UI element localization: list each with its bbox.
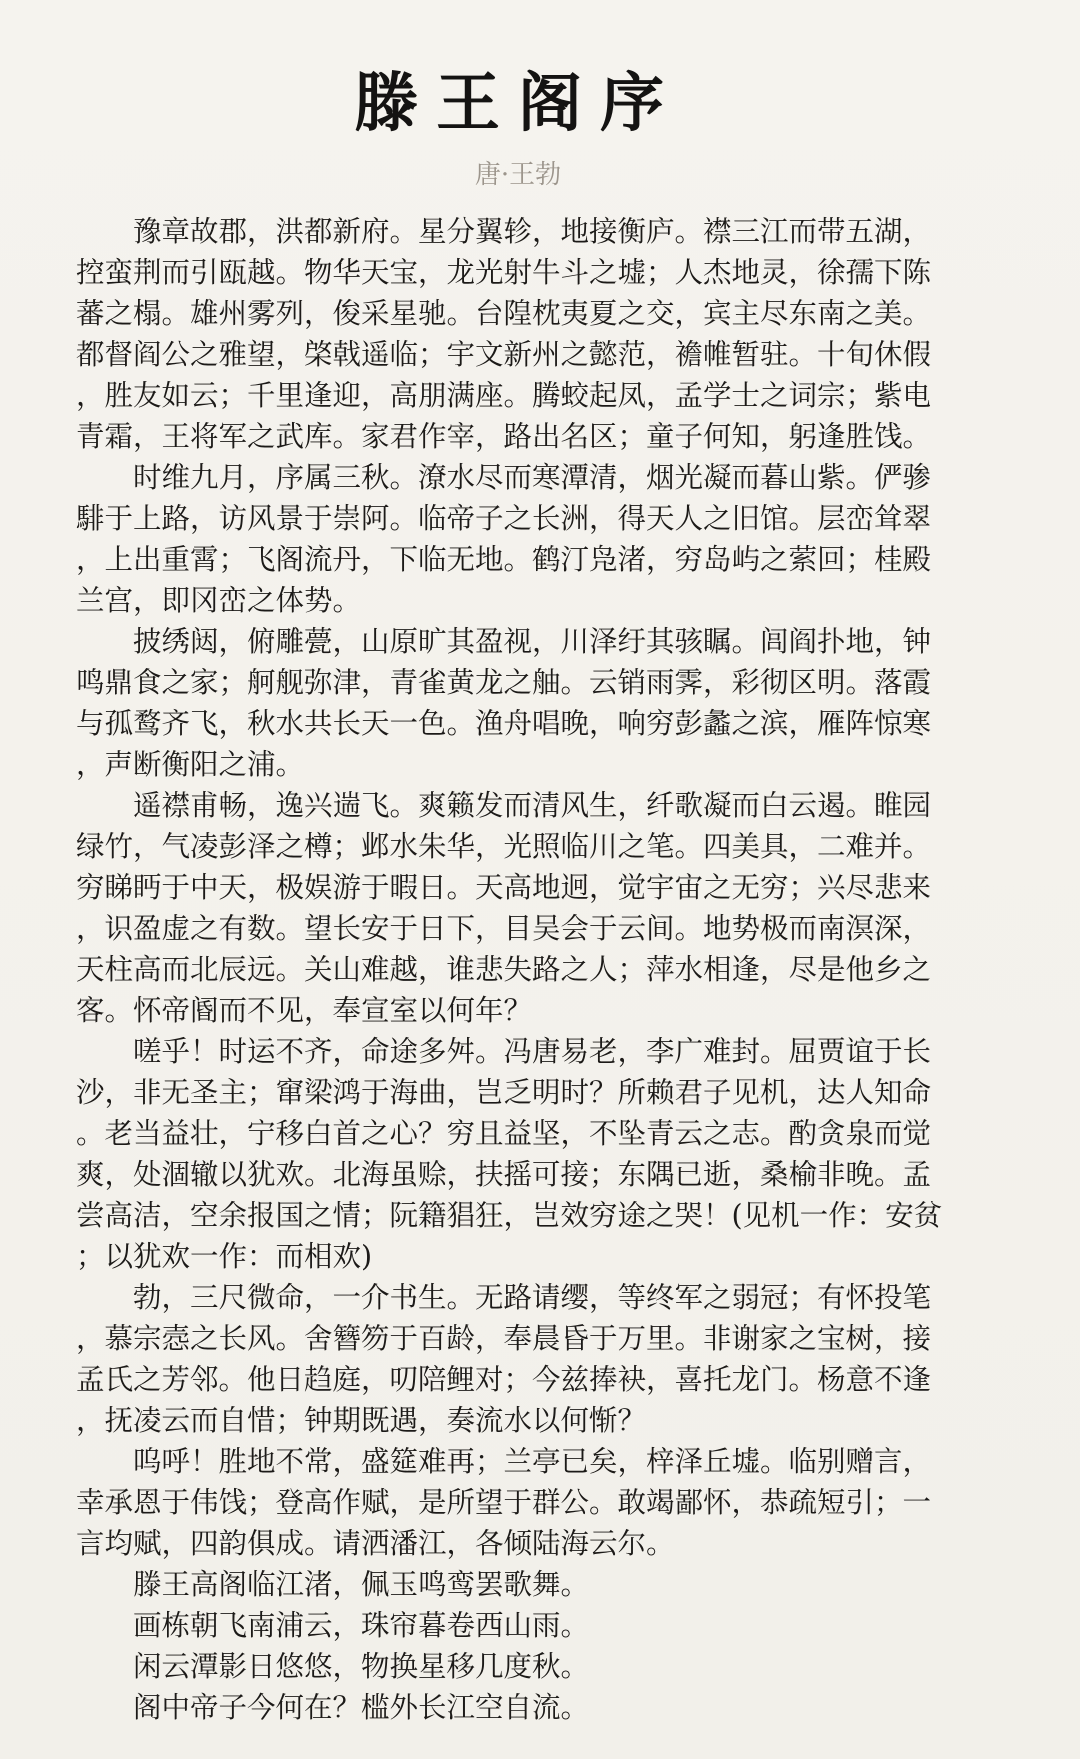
text-line: 豫章故郡，洪都新府。星分翼轸，地接衡庐。襟三江而带五湖， xyxy=(133,215,932,248)
page-title: 滕王阁序 xyxy=(354,66,682,141)
text-line: 都督阎公之雅望，棨戟遥临；宇文新州之懿范，襜帷暂驻。十旬休假 xyxy=(76,338,932,371)
text-line: 天柱高而北辰远。关山难越，谁悲失路之人；萍水相逢，尽是他乡之 xyxy=(76,953,932,986)
text-line: 爽，处涸辙以犹欢。北海虽赊，扶摇可接；东隅已逝，桑榆非晚。孟 xyxy=(76,1158,932,1191)
text-line: 。老当益壮，宁移白首之心？穷且益坚，不坠青云之志。酌贪泉而觉 xyxy=(76,1117,932,1150)
text-line: 勃，三尺微命，一介书生。无路请缨，等终军之弱冠；有怀投笔 xyxy=(133,1281,932,1314)
text-line: 呜呼！胜地不常，盛筵难再；兰亭已矣，梓泽丘墟。临别赠言， xyxy=(133,1445,932,1478)
text-line: ，慕宗悫之长风。舍簪笏于百龄，奉晨昏于万里。非谢家之宝树，接 xyxy=(76,1322,932,1355)
text-line: 绿竹，气凌彭泽之樽；邺水朱华，光照临川之笔。四美具，二难并。 xyxy=(76,830,932,863)
text-line: ，抚凌云而自惜；钟期既遇，奏流水以何惭？ xyxy=(76,1404,647,1437)
text-line: ，声断衡阳之浦。 xyxy=(76,748,305,781)
text-line: 披绣闼，俯雕甍，山原旷其盈视，川泽纡其骇瞩。闾阎扑地，钟 xyxy=(133,625,932,658)
text-line: ，胜友如云；千里逢迎，高朋满座。腾蛟起凤，孟学士之词宗；紫电 xyxy=(76,379,932,412)
text-line: 言均赋，四韵俱成。请洒潘江，各倾陆海云尔。 xyxy=(76,1527,675,1560)
text-line: 与孤鹜齐飞，秋水共长天一色。渔舟唱晚，响穷彭蠡之滨，雁阵惊寒 xyxy=(76,707,932,740)
text-line: 沙，非无圣主；窜梁鸿于海曲，岂乏明时？所赖君子见机，达人知命 xyxy=(76,1076,932,1109)
text-line: 时维九月，序属三秋。潦水尽而寒潭清，烟光凝而暮山紫。俨骖 xyxy=(133,461,932,494)
text-line: ，识盈虚之有数。望长安于日下，目吴会于云间。地势极而南溟深， xyxy=(76,912,932,945)
text-line: 騑于上路，访风景于崇阿。临帝子之长洲，得天人之旧馆。层峦耸翠 xyxy=(76,502,932,535)
text-line: ；以犹欢一作：而相欢) xyxy=(76,1240,373,1273)
essay-body xyxy=(76,211,960,1728)
text-line: 蕃之榻。雄州雾列，俊采星驰。台隍枕夷夏之交，宾主尽东南之美。 xyxy=(76,297,932,330)
text-line: 画栋朝飞南浦云，珠帘暮卷西山雨。 xyxy=(133,1609,590,1642)
text-line: 鸣鼎食之家；舸舰弥津，青雀黄龙之舳。云销雨霁，彩彻区明。落霞 xyxy=(76,666,932,699)
text-line: 客。怀帝阍而不见，奉宣室以何年？ xyxy=(76,994,533,1027)
text-line: ，上出重霄；飞阁流丹，下临无地。鹤汀凫渚，穷岛屿之萦回；桂殿 xyxy=(76,543,932,576)
text-line: 嗟乎！时运不齐，命途多舛。冯唐易老，李广难封。屈贾谊于长 xyxy=(133,1035,932,1068)
author-line: 唐·王勃 xyxy=(474,160,562,190)
text-line: 滕王高阁临江渚，佩玉鸣鸾罢歌舞。 xyxy=(133,1568,590,1601)
text-line: 遥襟甫畅，逸兴遄飞。爽籁发而清风生，纤歌凝而白云遏。睢园 xyxy=(133,789,932,822)
text-line: 阁中帝子今何在？槛外长江空自流。 xyxy=(133,1691,590,1724)
text-line: 控蛮荆而引瓯越。物华天宝，龙光射牛斗之墟；人杰地灵，徐孺下陈 xyxy=(76,256,932,289)
text-line: 尝高洁，空余报国之情；阮籍猖狂，岂效穷途之哭！(见机一作：安贫 xyxy=(76,1199,943,1232)
text-line: 穷睇眄于中天，极娱游于暇日。天高地迥，觉宇宙之无穷；兴尽悲来 xyxy=(76,871,932,904)
text-line: 孟氏之芳邻。他日趋庭，叨陪鲤对；今兹捧袂，喜托龙门。杨意不逢 xyxy=(76,1363,932,1396)
text-line: 幸承恩于伟饯；登高作赋，是所望于群公。敢竭鄙怀，恭疏短引；一 xyxy=(76,1486,932,1519)
text-line: 闲云潭影日悠悠，物换星移几度秋。 xyxy=(133,1650,590,1683)
text-line: 兰宫，即冈峦之体势。 xyxy=(76,584,362,617)
text-line: 青霜，王将军之武库。家君作宰，路出名区；童子何知，躬逢胜饯。 xyxy=(76,420,932,453)
